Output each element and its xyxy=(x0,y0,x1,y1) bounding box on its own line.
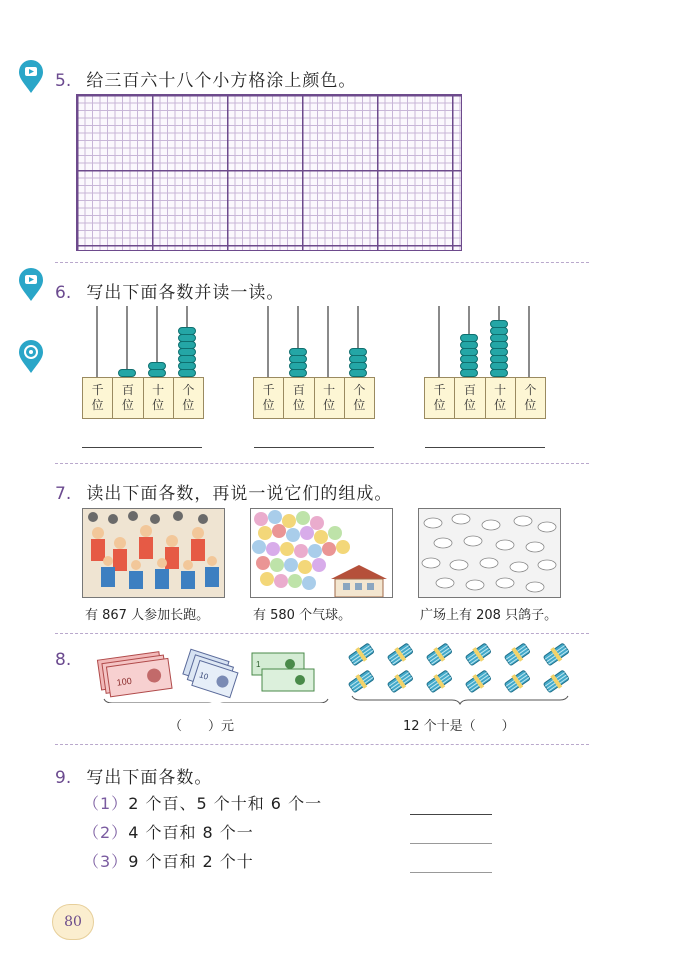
question-number: 6. xyxy=(55,283,72,303)
pigeons-picture xyxy=(418,508,561,598)
abacus-bead xyxy=(490,320,508,328)
divider xyxy=(55,633,589,634)
stick-bundle xyxy=(541,667,571,695)
abacus-bead xyxy=(178,334,196,342)
place-value-label: 千 位 xyxy=(83,378,113,418)
stick-bundle xyxy=(385,667,415,695)
stick-bundle xyxy=(463,667,493,695)
abacus-bead xyxy=(178,348,196,356)
abacus-bead xyxy=(490,334,508,342)
abacus-bead xyxy=(178,369,196,377)
answer-line[interactable] xyxy=(410,814,492,815)
video-marker-icon[interactable] xyxy=(17,268,45,302)
question-9-header xyxy=(55,763,212,788)
abacus-rod xyxy=(96,306,98,377)
abacus-place-value-frame xyxy=(424,377,546,419)
banknote-1-label: 1 xyxy=(256,660,261,669)
place-value-label: 十 位 xyxy=(144,378,174,418)
abacus-bead xyxy=(289,355,307,363)
answer-line[interactable] xyxy=(410,843,492,844)
answer-line[interactable] xyxy=(425,447,545,448)
video-marker-icon[interactable] xyxy=(17,60,45,94)
abacus-bead xyxy=(178,355,196,363)
question-number: 8. xyxy=(55,650,72,670)
abacus-bead xyxy=(460,334,478,342)
question-5-header xyxy=(55,66,356,91)
stick-bundle xyxy=(541,640,571,668)
question-number: 5. xyxy=(55,71,72,91)
abacus-bead xyxy=(178,362,196,370)
place-value-label: 千 位 xyxy=(254,378,284,418)
coloring-grid[interactable] xyxy=(76,94,462,251)
place-value-label: 十 位 xyxy=(315,378,345,418)
abacus-bead xyxy=(349,362,367,370)
abacus-place-value-frame xyxy=(253,377,375,419)
abacus-bead xyxy=(490,355,508,363)
divider xyxy=(55,463,589,464)
banknote-10-label: 10 xyxy=(198,670,210,682)
abacus-place-value-frame xyxy=(82,377,204,419)
abacus-bead xyxy=(178,341,196,349)
abacus-bead xyxy=(490,362,508,370)
abacus-bead xyxy=(460,362,478,370)
abacus-rod xyxy=(126,306,128,377)
abacus-bead xyxy=(490,327,508,335)
runners-picture xyxy=(82,508,225,598)
balloons-picture xyxy=(250,508,393,598)
abacus-bead xyxy=(490,369,508,377)
question-number: 9. xyxy=(55,768,72,788)
place-value-label: 千 位 xyxy=(425,378,455,418)
divider xyxy=(55,744,589,745)
stick-bundle xyxy=(463,640,493,668)
abacus-bead xyxy=(349,355,367,363)
abacus-bead xyxy=(460,369,478,377)
question-text: 读出下面各数，再说一说它们的组成。 xyxy=(86,484,393,504)
question-text: 写出下面各数。 xyxy=(86,768,213,788)
question-7-header xyxy=(55,479,392,504)
stick-bundle xyxy=(502,640,532,668)
divider xyxy=(55,262,589,263)
abacus-rod xyxy=(528,306,530,377)
money-picture xyxy=(92,647,332,703)
q9-item-1: （1）2 个百、5 个十和 6 个一 xyxy=(83,794,323,813)
stick-bundle xyxy=(346,667,376,695)
money-answer[interactable]: （ ）元 xyxy=(169,719,235,734)
bundles-brace xyxy=(350,694,570,706)
page-number: 80 xyxy=(52,904,94,940)
bundle-answer[interactable]: 12 个十是（ ） xyxy=(403,719,515,734)
stick-bundle xyxy=(502,667,532,695)
abacus-bead xyxy=(148,362,166,370)
abacus-rod xyxy=(267,306,269,377)
abacus-bead xyxy=(349,348,367,356)
q9-item-3: （3）9 个百和 2 个十 xyxy=(83,852,254,871)
abacus-bead xyxy=(349,369,367,377)
abacus-bead xyxy=(118,369,136,377)
audio-marker-icon[interactable] xyxy=(17,340,45,374)
question-text: 写出下面各数并读一读。 xyxy=(86,283,285,303)
place-value-label: 十 位 xyxy=(486,378,516,418)
place-value-label: 个 位 xyxy=(524,383,537,412)
place-value-label: 百 位 xyxy=(113,378,143,418)
abacus-bead xyxy=(289,362,307,370)
abacus-rod xyxy=(327,306,329,377)
stick-bundle xyxy=(346,640,376,668)
abacus-bead xyxy=(289,348,307,356)
balloons-caption: 有 580 个气球。 xyxy=(253,608,352,623)
question-6-header xyxy=(55,278,284,303)
abacus-bead xyxy=(490,341,508,349)
pigeons-caption: 广场上有 208 只鸽子。 xyxy=(420,608,558,623)
banknote-100-label: 100 xyxy=(116,675,133,688)
abacus-bead xyxy=(289,369,307,377)
answer-line[interactable] xyxy=(82,447,202,448)
answer-line[interactable] xyxy=(410,872,492,873)
question-number: 7. xyxy=(55,484,72,504)
abacus-bead xyxy=(178,327,196,335)
stick-bundle xyxy=(385,640,415,668)
abacus-rod xyxy=(438,306,440,377)
abacus-bead xyxy=(460,355,478,363)
stick-bundle xyxy=(424,667,454,695)
place-value-label: 个 位 xyxy=(182,383,195,412)
answer-line[interactable] xyxy=(254,447,374,448)
place-value-label: 百 位 xyxy=(284,378,314,418)
runners-caption: 有 867 人参加长跑。 xyxy=(85,608,210,623)
q9-item-2: （2）4 个百和 8 个一 xyxy=(83,823,254,842)
abacus-bead xyxy=(460,341,478,349)
abacus-bead xyxy=(490,348,508,356)
place-value-label: 百 位 xyxy=(455,378,485,418)
question-text: 给三百六十八个小方格涂上颜色。 xyxy=(86,71,357,91)
abacus-bead xyxy=(460,348,478,356)
place-value-label: 个 位 xyxy=(353,383,366,412)
stick-bundle xyxy=(424,640,454,668)
abacus-bead xyxy=(148,369,166,377)
